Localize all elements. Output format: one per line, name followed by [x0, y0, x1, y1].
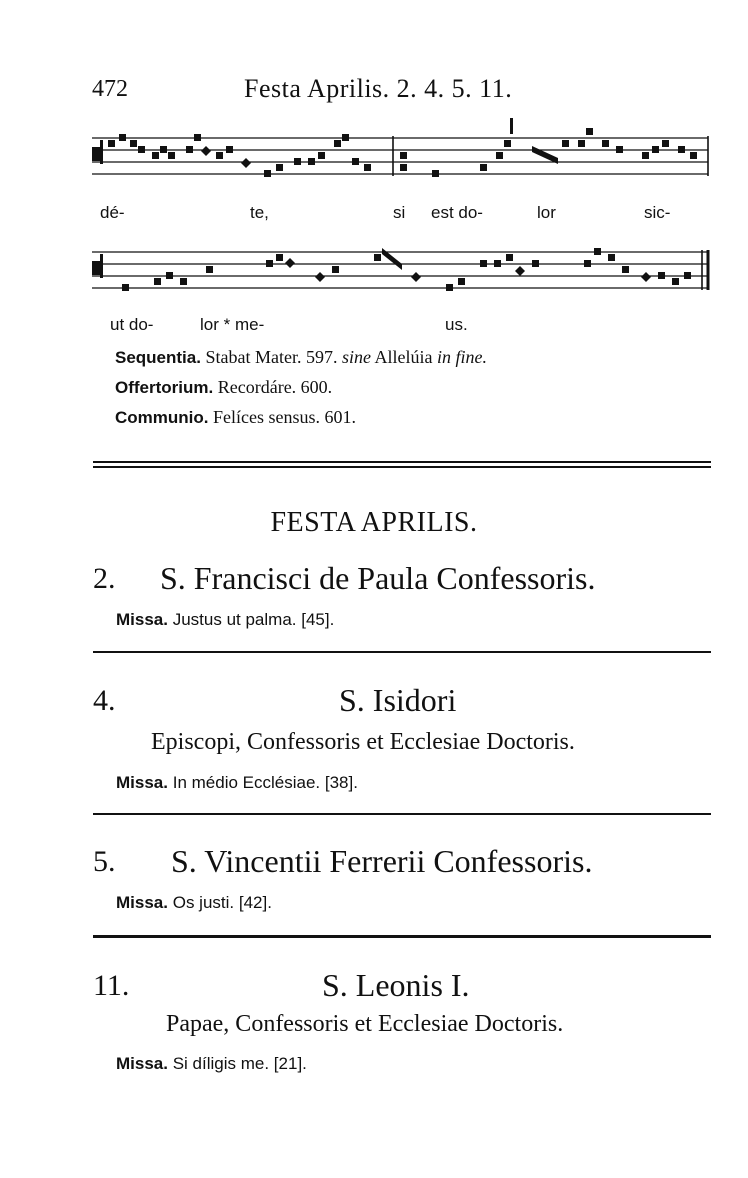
missa-label: Missa.	[116, 1054, 168, 1073]
section-divider	[93, 651, 711, 653]
sequentia-line	[115, 347, 487, 368]
section-divider	[93, 813, 711, 815]
feast-number: 2.	[93, 562, 116, 595]
lyric-syllable: sic-	[644, 203, 671, 222]
lyric-syllable: si	[393, 203, 406, 222]
communio-line	[115, 407, 356, 428]
section-title: FESTA APRILIS.	[270, 507, 478, 538]
feast-number: 4.	[93, 684, 116, 717]
missa-text: In médio Ecclésiae. [38].	[172, 773, 358, 792]
missa-text: Justus ut palma. [45].	[172, 610, 335, 629]
offertorium-label: Offertorium.	[115, 378, 214, 397]
feast-number: 5.	[93, 845, 116, 878]
double-rule-bottom	[93, 466, 711, 468]
sequentia-italic: sine	[341, 347, 371, 367]
sequentia-text: Stabat Mater. 597.	[205, 347, 338, 367]
feast-title: S. Francisci de Paula Confessoris.	[160, 560, 596, 596]
chant-staff-1	[86, 112, 712, 192]
section-divider	[93, 935, 711, 938]
communio-text: Felíces sensus. 601.	[213, 407, 356, 427]
feast-title: S. Leonis I.	[322, 967, 470, 1003]
lyric-syllable: lor	[537, 203, 556, 222]
communio-label: Communio.	[115, 408, 209, 427]
lyric-syllable: lor * me-	[200, 315, 265, 334]
lyric-syllable: dé-	[100, 203, 125, 222]
offertorium-line	[115, 377, 332, 398]
lyric-syllable: est do-	[431, 203, 483, 222]
missa-line	[116, 610, 334, 630]
double-rule-top	[93, 461, 711, 463]
feast-title: S. Isidori	[339, 682, 457, 718]
missa-label: Missa.	[116, 610, 168, 629]
running-title: Festa Aprilis. 2. 4. 5. 11.	[244, 74, 513, 103]
missa-text: Si díligis me. [21].	[172, 1054, 307, 1073]
page-number: 472	[92, 76, 128, 102]
lyric-syllable: us.	[445, 315, 468, 334]
missa-label: Missa.	[116, 893, 168, 912]
missa-line	[116, 1054, 307, 1074]
feast-subtitle: Papae, Confessoris et Ecclesiae Doctoris.	[166, 1011, 564, 1037]
sequentia-italic-2: in fine.	[436, 347, 487, 367]
sequentia-label: Sequentia.	[115, 348, 201, 367]
lyric-syllable: ut do-	[110, 315, 154, 334]
offertorium-text: Recordáre. 600.	[217, 377, 333, 397]
lyric-syllable: te,	[250, 203, 269, 222]
feast-subtitle: Episcopi, Confessoris et Ecclesiae Doctoris.	[151, 729, 575, 755]
feast-number: 11.	[93, 969, 130, 1002]
missa-line	[116, 893, 272, 913]
chant-staff-2	[86, 236, 712, 306]
feast-title: S. Vincentii Ferrerii Confessoris.	[171, 843, 593, 879]
missa-text: Os justi. [42].	[172, 893, 272, 912]
missa-line	[116, 773, 358, 793]
missa-label: Missa.	[116, 773, 168, 792]
sequentia-extra: Allelúia	[374, 347, 433, 367]
